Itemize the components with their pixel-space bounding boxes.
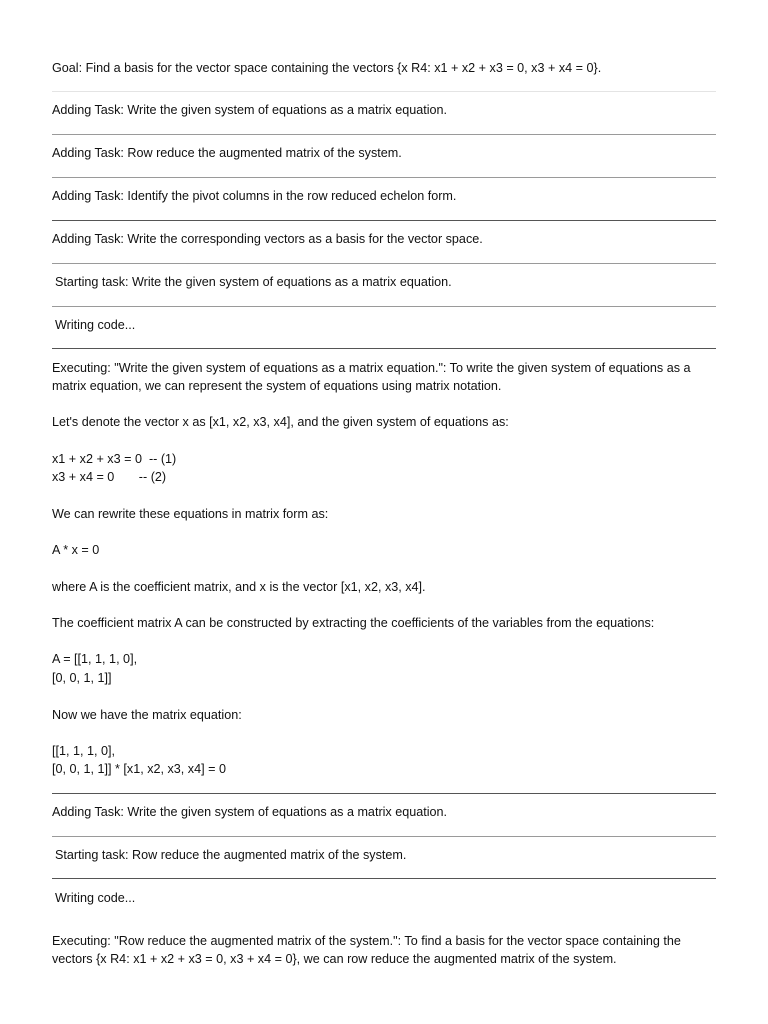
matrix-line: [0, 0, 1, 1]] * [x1, x2, x3, x4] = 0 [52,762,226,776]
execution-output-line: Executing: "Row reduce the augmented matrix of the system.": To find a basis for the vector space containing the [52,934,681,948]
execution-output-line: vectors {x R4: x1 + x2 + x3 = 0, x3 + x4 = 0}, we can row reduce the augmented matrix of the system. [52,952,617,966]
divider [52,793,716,794]
matrix-line: [[1, 1, 1, 0], [52,744,116,758]
writing-code-status: Writing code... [55,318,136,332]
divider [52,348,716,349]
paragraph: Let's denote the vector x as [x1, x2, x3, x4], and the given system of equations as: [52,415,509,429]
divider [52,177,716,178]
equation-line: x1 + x2 + x3 = 0 -- (1) [52,452,177,466]
execution-output-line: Executing: "Write the given system of equations as a matrix equation.": To write the given system of equations as a [52,361,691,375]
paragraph: We can rewrite these equations in matrix form as: [52,507,329,521]
starting-task: Starting task: Write the given system of equations as a matrix equation. [55,275,452,289]
goal-text: Goal: Find a basis for the vector space containing the vectors {x R4: x1 + x2 + x3 = 0, x3 + x4 = 0}. [52,61,602,75]
divider [52,836,716,837]
paragraph: The coefficient matrix A can be constructed by extracting the coefficients of the variables from the equations: [52,616,655,630]
task-item: Adding Task: Write the given system of equations as a matrix equation. [52,103,448,117]
divider [52,134,716,135]
matrix-line: [0, 0, 1, 1]] [52,671,112,685]
divider [52,878,716,879]
divider [52,91,716,92]
paragraph: where A is the coefficient matrix, and x is the vector [x1, x2, x3, x4]. [52,580,426,594]
equation-line: A * x = 0 [52,543,100,557]
task-item: Adding Task: Identify the pivot columns in the row reduced echelon form. [52,189,457,203]
divider [52,306,716,307]
matrix-line: A = [[1, 1, 1, 0], [52,652,138,666]
writing-code-status: Writing code... [55,891,136,905]
task-item: Adding Task: Write the corresponding vectors as a basis for the vector space. [52,232,483,246]
divider [52,220,716,221]
execution-output-line: matrix equation, we can represent the system of equations using matrix notation. [52,379,502,393]
divider [52,263,716,264]
task-item: Adding Task: Row reduce the augmented matrix of the system. [52,146,402,160]
equation-line: x3 + x4 = 0 -- (2) [52,470,167,484]
task-item: Adding Task: Write the given system of equations as a matrix equation. [52,805,448,819]
starting-task: Starting task: Row reduce the augmented matrix of the system. [55,848,407,862]
paragraph: Now we have the matrix equation: [52,708,242,722]
